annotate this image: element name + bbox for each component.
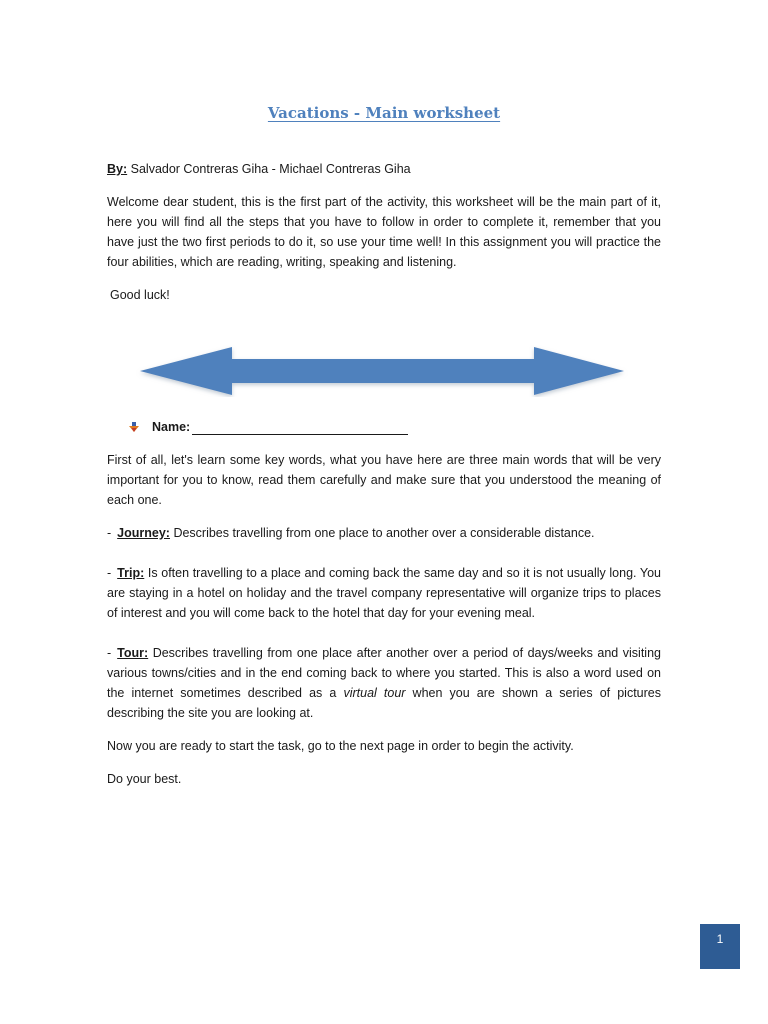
definition-dash: - xyxy=(107,646,112,660)
definition-trip-text: Is often travelling to a place and coming back the same day and so it is not usually long. You are staying in a hotel on holiday and the travel company representative will organize trips to places of interest and you will come back to the hotel that day for your evening meal. xyxy=(107,566,661,620)
arrow-bullet-icon xyxy=(128,421,140,433)
authors-names: Salvador Contreras Giha - Michael Contreras Giha xyxy=(127,162,411,176)
intro-paragraph: Welcome dear student, this is the first part of the activity, this worksheet will be the main part of it, here you will find all the steps that you have to follow in order to complete it, remember that you have just the two first periods to do it, so use your time well! In this assignment you will practice the four abilities, which are reading, writing, speaking and listening. xyxy=(107,195,661,269)
definition-dash: - xyxy=(107,566,112,580)
name-field-label: Name: xyxy=(152,420,191,434)
authors-label: By: xyxy=(107,162,128,176)
definition-journey-text: Describes travelling from one place to another over a considerable distance. xyxy=(169,526,595,540)
closing-text: Do your best. xyxy=(107,772,182,786)
page-number-badge: 1 xyxy=(700,924,740,969)
name-field-row xyxy=(128,417,408,437)
worksheet-title: Vacations - Main worksheet xyxy=(267,104,501,122)
definition-journey xyxy=(107,523,661,543)
term-journey: Journey: xyxy=(117,526,170,540)
ready-text: Now you are ready to start the task, go to the next page in order to begin the activity. xyxy=(107,739,574,753)
authors-line xyxy=(107,159,661,179)
name-input-blank[interactable] xyxy=(192,420,408,435)
term-trip: Trip: xyxy=(117,566,145,580)
good-luck-text: Good luck! xyxy=(110,288,170,302)
definition-tour-text-after: when you are shown a series of pictures describing the site you are looking at. xyxy=(107,686,661,720)
double-arrow-graphic xyxy=(136,345,628,397)
definition-tour-text-before: Describes travelling from one place after another over a period of days/weeks and visiting various towns/cities and in the end coming back to where you started. This is also a word used on the internet sometimes described as a xyxy=(107,646,661,700)
definition-dash: - xyxy=(107,526,112,540)
definition-tour xyxy=(107,643,661,723)
term-tour: Tour: xyxy=(117,646,149,660)
key-words-intro: First of all, let's learn some key words, what you have here are three main words that will be very important for you to know, read them carefully and make sure that you understood the meaning of each one. xyxy=(107,453,661,507)
definition-trip xyxy=(107,563,661,623)
virtual-tour-italic: virtual tour xyxy=(343,686,406,700)
